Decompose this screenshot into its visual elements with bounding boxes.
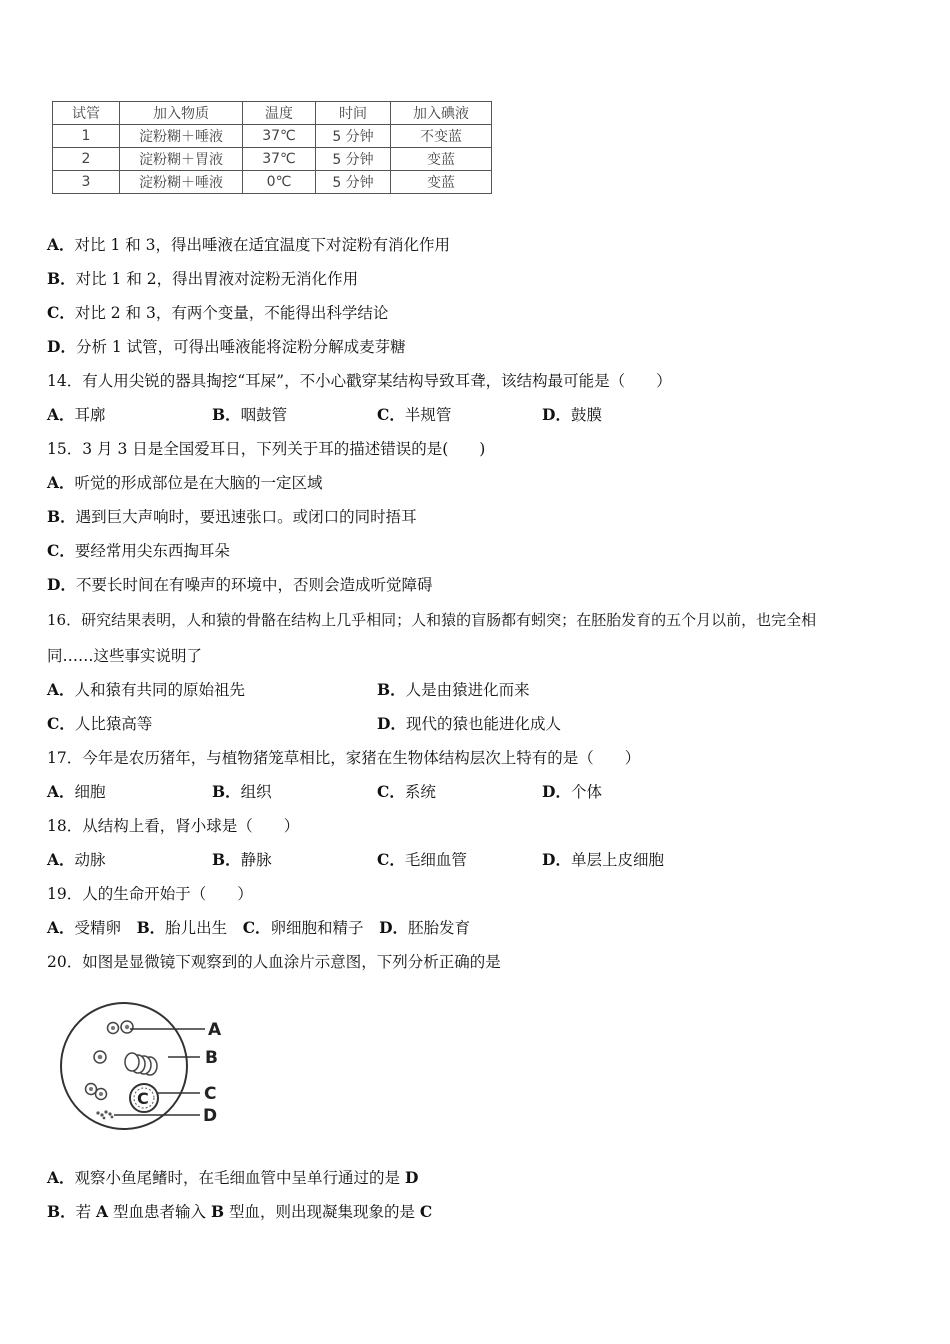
option-text: 型血患者输入 xyxy=(108,1203,211,1221)
q15-option-c xyxy=(47,541,230,561)
table-cell: 变蓝 xyxy=(391,171,492,194)
q20-option-b xyxy=(47,1202,432,1222)
option-letter: A． xyxy=(47,782,75,801)
table-cell: 5 分钟 xyxy=(316,125,391,148)
option-text: 组织 xyxy=(240,783,272,801)
option-text: 耳廓 xyxy=(74,406,106,424)
option-letter: A． xyxy=(47,473,75,492)
option-letter: B． xyxy=(212,782,241,801)
option-text: 卵细胞和精子 xyxy=(270,919,364,937)
option-text: 现代的猿也能进化成人 xyxy=(405,715,561,733)
q15-option-a xyxy=(47,473,323,493)
q16-option-c xyxy=(47,714,152,734)
option-letter: C． xyxy=(377,405,405,424)
white-blood-cell-nucleus xyxy=(111,1026,115,1030)
option-text: 听觉的形成部位是在大脑的一定区域 xyxy=(74,474,323,492)
table-cell: 2 xyxy=(53,148,120,171)
option-letter: B． xyxy=(212,405,241,424)
option-letter: C． xyxy=(47,714,75,733)
option-text: 胎儿出生 xyxy=(165,919,228,937)
option-text: 观察小鱼尾鳍时，在毛细血管中呈单行通过的是 xyxy=(74,1169,405,1187)
table-cell: 5 分钟 xyxy=(316,148,391,171)
table-cell: 1 xyxy=(53,125,120,148)
white-blood-cell-nucleus xyxy=(89,1087,93,1091)
option-text: 对比 1 和 3，得出唾液在适宜温度下对淀粉有消化作用 xyxy=(74,236,451,254)
option-letter: C． xyxy=(47,303,75,322)
option-text: 系统 xyxy=(404,783,436,801)
q13-option-c xyxy=(47,303,388,323)
table-header-cell: 加入物质 xyxy=(120,102,243,125)
option-letter: A． xyxy=(47,850,75,869)
option-letter: A． xyxy=(47,1168,75,1187)
table-row xyxy=(53,171,492,194)
option-text: 若 xyxy=(75,1203,97,1221)
table-header-cell: 时间 xyxy=(316,102,391,125)
option-text: 遇到巨大声响时，要迅速张口。或闭口的同时捂耳 xyxy=(75,508,417,526)
table-header-cell: 试管 xyxy=(53,102,120,125)
q17-option-a xyxy=(47,782,106,802)
option-letter: D． xyxy=(542,782,571,801)
option-letter: B． xyxy=(136,918,166,937)
table-header-cell: 加入碘液 xyxy=(391,102,492,125)
table-cell: 5 分钟 xyxy=(316,171,391,194)
experiment-table xyxy=(52,101,492,194)
q16-stem-line1: 16．研究结果表明，人和猿的骨骼在结构上几乎相同；人和猿的盲肠都有蚓突；在胚胎发育的五个月以前，也完全相 xyxy=(47,611,817,629)
table-header-cell: 温度 xyxy=(243,102,316,125)
option-text: 人和猿有共同的原始祖先 xyxy=(74,681,246,699)
table-cell: 3 xyxy=(53,171,120,194)
q18-option-a xyxy=(47,850,106,870)
blood-type-a: A xyxy=(96,1202,109,1221)
option-text: 动脉 xyxy=(74,851,106,869)
q16-stem-line2: 同……这些事实说明了 xyxy=(47,647,203,665)
option-letter: B． xyxy=(47,1202,76,1221)
option-text: 胚胎发育 xyxy=(408,919,471,937)
table-cell: 变蓝 xyxy=(391,148,492,171)
q16-option-a xyxy=(47,680,245,700)
q16-option-d xyxy=(377,714,561,734)
option-letter: C． xyxy=(377,850,405,869)
q17-option-c xyxy=(377,782,436,802)
table-header-row xyxy=(53,102,492,125)
option-letter: B． xyxy=(47,507,76,526)
white-blood-cell-nucleus xyxy=(125,1025,129,1029)
table-cell: 淀粉糊＋胃液 xyxy=(120,148,243,171)
option-letter: A． xyxy=(47,405,75,424)
option-letter: D． xyxy=(47,575,76,594)
q14-option-c xyxy=(377,405,451,425)
cell-c-glyph: C xyxy=(137,1089,149,1108)
q15-option-d xyxy=(47,575,432,595)
option-letter: D． xyxy=(377,714,406,733)
q17-option-b xyxy=(212,782,272,802)
q18-option-c xyxy=(377,850,467,870)
q15-stem: 15．3 月 3 日是全国爱耳日，下列关于耳的描述错误的是( ) xyxy=(47,440,486,458)
q18-stem: 18．从结构上看，肾小球是（ ） xyxy=(47,817,300,835)
q18-option-d xyxy=(542,850,664,870)
table-row xyxy=(53,148,492,171)
option-text: 毛细血管 xyxy=(404,851,467,869)
option-letter: B． xyxy=(212,850,241,869)
figure-label-a: A xyxy=(208,1020,222,1040)
option-letter: A． xyxy=(47,680,75,699)
option-letter: D． xyxy=(379,918,409,937)
table-cell: 37℃ xyxy=(243,148,316,171)
option-text: 不要长时间在有噪声的环境中，否则会造成听觉障碍 xyxy=(75,576,433,594)
table-cell: 淀粉糊＋唾液 xyxy=(120,125,243,148)
figure-label-d: D xyxy=(203,1106,218,1126)
option-text: 单层上皮细胞 xyxy=(570,851,664,869)
q18-option-b xyxy=(212,850,272,870)
q19-options xyxy=(47,918,470,938)
white-blood-cell-nucleus xyxy=(99,1092,103,1096)
figure-label-c: C xyxy=(204,1084,217,1104)
blood-type-b: B xyxy=(210,1202,225,1221)
q20-stem: 20．如图是显微镜下观察到的人血涂片示意图，下列分析正确的是 xyxy=(47,953,501,971)
option-letter: A． xyxy=(47,235,75,254)
q14-stem: 14．有人用尖锐的器具掏挖“耳屎”，不小心戳穿某结构导致耳聋，该结构最可能是（ ） xyxy=(47,372,672,390)
option-text: 对比 2 和 3，有两个变量，不能得出科学结论 xyxy=(74,304,389,322)
option-letter: D． xyxy=(542,850,571,869)
q17-option-d xyxy=(542,782,602,802)
q17-stem: 17．今年是农历猪年，与植物猪笼草相比，家猪在生物体结构层次上特有的是（ ） xyxy=(47,749,641,767)
blood-smear-figure xyxy=(60,1000,230,1135)
option-text: 个体 xyxy=(570,783,602,801)
q20-option-a xyxy=(47,1168,418,1188)
option-letter: C． xyxy=(377,782,405,801)
option-text: 分析 1 试管，可得出唾液能将淀粉分解成麦芽糖 xyxy=(75,338,406,356)
option-text: 人是由猿进化而来 xyxy=(405,681,530,699)
q16-option-b xyxy=(377,680,530,700)
option-key-letter: D xyxy=(404,1168,419,1187)
q19-stem: 19．人的生命开始于（ ） xyxy=(47,885,253,903)
figure-label-b: B xyxy=(205,1048,218,1068)
q14-option-d xyxy=(542,405,602,425)
q14-option-b xyxy=(212,405,287,425)
q13-option-d xyxy=(47,337,406,357)
option-text: 型血，则出现凝集现象的是 xyxy=(224,1203,420,1221)
option-text: 人比猿高等 xyxy=(74,715,153,733)
table-cell: 37℃ xyxy=(243,125,316,148)
option-text: 对比 1 和 2，得出胃液对淀粉无消化作用 xyxy=(75,270,359,288)
table-cell: 淀粉糊＋唾液 xyxy=(120,171,243,194)
option-key-letter: C xyxy=(419,1202,433,1221)
white-blood-cell-nucleus xyxy=(98,1055,103,1060)
option-text: 要经常用尖东西掏耳朵 xyxy=(74,542,230,560)
table-cell: 0℃ xyxy=(243,171,316,194)
option-text: 鼓膜 xyxy=(570,406,602,424)
option-letter: C． xyxy=(242,918,271,937)
option-letter: B． xyxy=(377,680,406,699)
q15-option-b xyxy=(47,507,417,527)
option-letter: A． xyxy=(47,918,75,937)
red-blood-cell xyxy=(125,1053,139,1071)
option-letter: B． xyxy=(47,269,76,288)
option-letter: D． xyxy=(47,337,76,356)
q13-option-a xyxy=(47,235,450,255)
platelets xyxy=(96,1110,113,1119)
option-letter: D． xyxy=(542,405,571,424)
table-cell: 不变蓝 xyxy=(391,125,492,148)
option-text: 咽鼓管 xyxy=(240,406,288,424)
q14-option-a xyxy=(47,405,106,425)
option-text: 细胞 xyxy=(74,783,106,801)
table-row xyxy=(53,125,492,148)
q13-option-b xyxy=(47,269,358,289)
option-letter: C． xyxy=(47,541,75,560)
option-text: 静脉 xyxy=(240,851,272,869)
option-text: 受精卵 xyxy=(74,919,122,937)
option-text: 半规管 xyxy=(404,406,452,424)
